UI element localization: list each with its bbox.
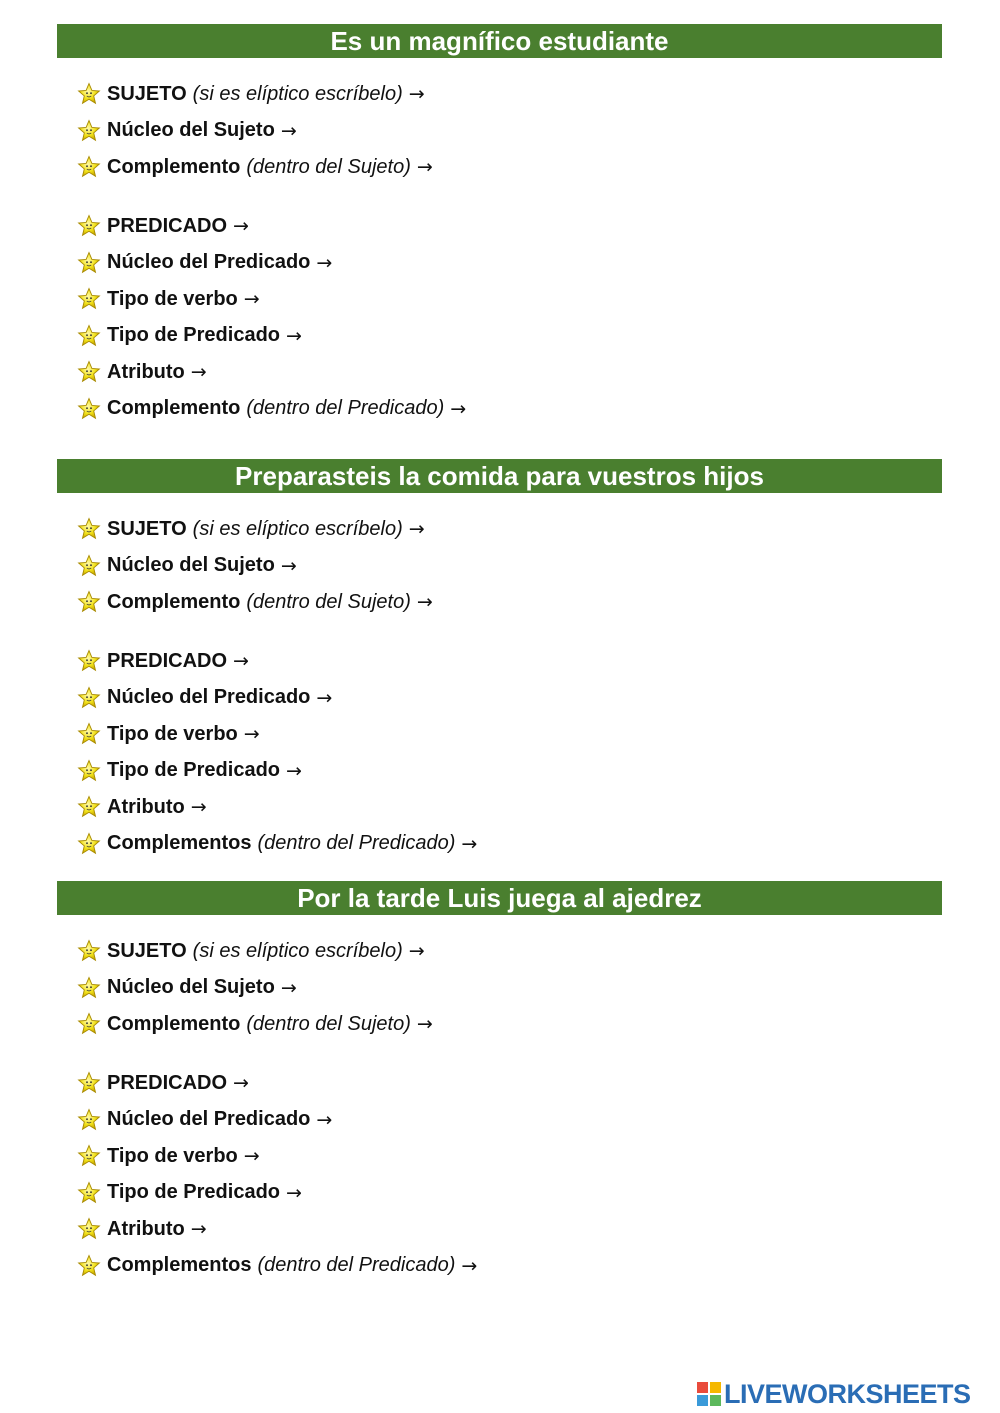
item-label: Complemento xyxy=(107,1012,241,1035)
arrow-icon: → xyxy=(450,397,467,420)
item-label: Núcleo del Predicado xyxy=(107,686,311,708)
item-label: PREDICADO xyxy=(107,214,228,237)
arrow-icon: → xyxy=(461,1254,478,1277)
list-item xyxy=(77,1106,332,1134)
item-label: Complementos xyxy=(107,1254,252,1276)
item-note: (si es elíptico escríbelo) xyxy=(192,82,403,105)
list-item xyxy=(77,395,466,423)
star-icon xyxy=(77,287,101,311)
arrow-icon: → xyxy=(280,976,297,999)
star-icon xyxy=(77,939,101,963)
item-label: Tipo de verbo xyxy=(107,287,238,310)
star-icon xyxy=(77,517,101,541)
star-icon xyxy=(77,82,101,106)
arrow-icon: → xyxy=(408,518,425,540)
star-icon xyxy=(77,119,101,143)
list-item xyxy=(77,80,425,108)
star-icon xyxy=(77,155,101,179)
arrow-icon: → xyxy=(408,940,425,962)
arrow-icon: → xyxy=(190,796,207,818)
star-icon xyxy=(77,1254,101,1278)
list-item xyxy=(77,720,260,748)
item-label: Atributo xyxy=(107,795,185,818)
item-label: SUJETO xyxy=(107,517,187,540)
arrow-icon: → xyxy=(233,215,249,237)
arrow-icon: → xyxy=(190,361,207,383)
item-note: (si es elíptico escríbelo) xyxy=(192,517,403,540)
section-title: Preparasteis la comida para vuestros hijos xyxy=(57,459,942,493)
list-item xyxy=(77,1010,433,1038)
item-note: (dentro del Predicado) xyxy=(246,397,445,419)
item-label: PREDICADO xyxy=(107,649,228,672)
list-item xyxy=(77,830,477,858)
list-item xyxy=(77,552,297,580)
star-icon xyxy=(77,1144,101,1168)
item-note: (dentro del Sujeto) xyxy=(246,1012,411,1035)
item-note: (dentro del Sujeto) xyxy=(246,155,411,178)
list-item xyxy=(77,793,207,821)
star-icon xyxy=(77,1071,101,1095)
list-item xyxy=(77,757,302,785)
list-item xyxy=(77,1215,207,1243)
list-item xyxy=(77,515,425,543)
arrow-icon: → xyxy=(461,832,478,855)
star-icon xyxy=(77,976,101,1000)
item-label: Tipo de Predicado xyxy=(107,324,280,346)
star-icon xyxy=(77,649,101,673)
item-label: Tipo de Predicado xyxy=(107,1181,280,1203)
star-icon xyxy=(77,1181,101,1205)
list-item xyxy=(77,588,433,616)
star-icon xyxy=(77,251,101,275)
item-label: SUJETO xyxy=(107,939,187,962)
list-item xyxy=(77,684,332,712)
item-label: Tipo de Predicado xyxy=(107,759,280,781)
list-item xyxy=(77,937,425,965)
arrow-icon: → xyxy=(243,288,260,310)
item-label: Atributo xyxy=(107,1217,185,1240)
star-icon xyxy=(77,360,101,384)
item-label: Complemento xyxy=(107,590,241,613)
item-label: Núcleo del Sujeto xyxy=(107,119,275,141)
star-icon xyxy=(77,324,101,348)
star-icon xyxy=(77,832,101,856)
star-icon xyxy=(77,554,101,578)
item-note: (dentro del Predicado) xyxy=(257,1254,456,1276)
logo-text: LIVEWORKSHEETS xyxy=(724,1378,971,1409)
arrow-icon: → xyxy=(233,1072,249,1094)
list-item xyxy=(77,358,207,386)
arrow-icon: → xyxy=(316,1108,333,1131)
list-item xyxy=(77,249,332,277)
arrow-icon: → xyxy=(316,251,333,274)
list-item xyxy=(77,647,249,675)
star-icon xyxy=(77,759,101,783)
item-label: Tipo de verbo xyxy=(107,1144,238,1167)
liveworksheets-logo xyxy=(697,1378,971,1410)
arrow-icon: → xyxy=(280,119,297,142)
star-icon xyxy=(77,1217,101,1241)
arrow-icon: → xyxy=(286,324,302,347)
star-icon xyxy=(77,397,101,421)
list-item xyxy=(77,153,433,181)
list-item xyxy=(77,322,302,350)
arrow-icon: → xyxy=(280,554,297,577)
item-label: Núcleo del Predicado xyxy=(107,1108,311,1130)
list-item xyxy=(77,212,249,240)
item-label: SUJETO xyxy=(107,82,187,105)
arrow-icon: → xyxy=(190,1218,207,1240)
section-title: Es un magnífico estudiante xyxy=(57,24,942,58)
item-label: Complemento xyxy=(107,397,241,419)
liveworksheets-logo-icon xyxy=(697,1382,721,1406)
item-label: Tipo de verbo xyxy=(107,722,238,745)
list-item xyxy=(77,1252,477,1280)
item-label: Núcleo del Sujeto xyxy=(107,554,275,576)
list-item xyxy=(77,1142,260,1170)
arrow-icon: → xyxy=(243,1145,260,1167)
item-label: Atributo xyxy=(107,360,185,383)
arrow-icon: → xyxy=(233,650,249,672)
item-note: (dentro del Predicado) xyxy=(257,832,456,854)
star-icon xyxy=(77,214,101,238)
star-icon xyxy=(77,1108,101,1132)
arrow-icon: → xyxy=(416,591,433,613)
item-label: PREDICADO xyxy=(107,1071,228,1094)
section-title: Por la tarde Luis juega al ajedrez xyxy=(57,881,942,915)
star-icon xyxy=(77,795,101,819)
arrow-icon: → xyxy=(243,723,260,745)
arrow-icon: → xyxy=(416,156,433,178)
star-icon xyxy=(77,1012,101,1036)
arrow-icon: → xyxy=(286,759,302,782)
arrow-icon: → xyxy=(316,686,333,709)
list-item xyxy=(77,974,297,1002)
list-item xyxy=(77,117,297,145)
item-label: Complemento xyxy=(107,155,241,178)
star-icon xyxy=(77,722,101,746)
star-icon xyxy=(77,590,101,614)
item-note: (dentro del Sujeto) xyxy=(246,590,411,613)
item-label: Complementos xyxy=(107,832,252,854)
star-icon xyxy=(77,686,101,710)
arrow-icon: → xyxy=(408,83,425,105)
item-label: Núcleo del Sujeto xyxy=(107,976,275,998)
list-item xyxy=(77,1069,249,1097)
list-item xyxy=(77,285,260,313)
item-label: Núcleo del Predicado xyxy=(107,251,311,273)
arrow-icon: → xyxy=(416,1013,433,1035)
arrow-icon: → xyxy=(286,1181,302,1204)
item-note: (si es elíptico escríbelo) xyxy=(192,939,403,962)
list-item xyxy=(77,1179,302,1207)
